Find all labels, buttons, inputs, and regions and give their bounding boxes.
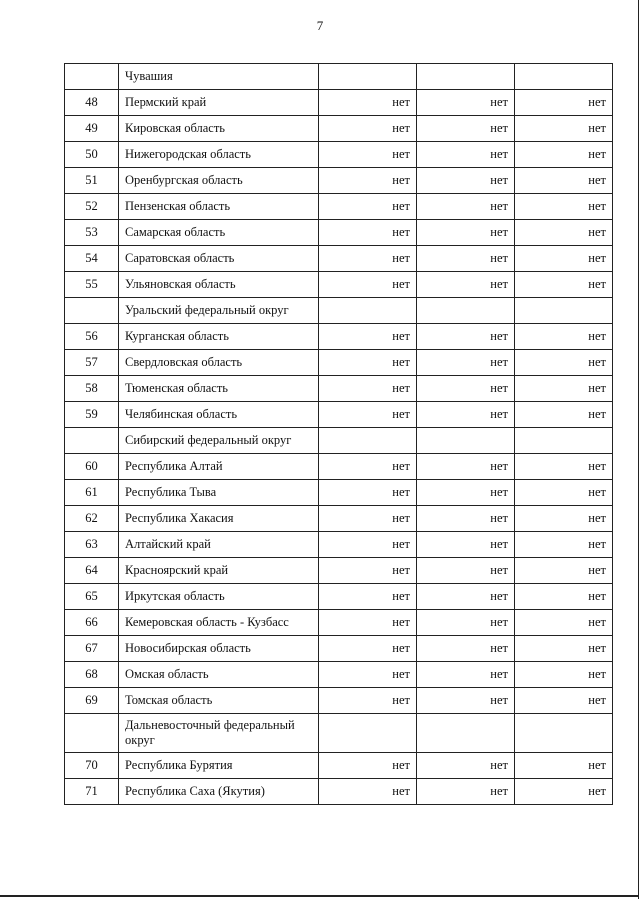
- value-cell-2: нет: [417, 558, 515, 584]
- value-cell-2: нет: [417, 376, 515, 402]
- value-cell-3: нет: [515, 194, 613, 220]
- table-row: [65, 558, 613, 584]
- row-number-cell: 64: [65, 558, 119, 584]
- row-number-cell: [65, 428, 119, 454]
- value-cell-3: нет: [515, 350, 613, 376]
- row-number-cell: 66: [65, 610, 119, 636]
- value-cell-3: [515, 428, 613, 454]
- region-name-cell: Республика Тыва: [119, 480, 319, 506]
- value-cell-3: нет: [515, 532, 613, 558]
- value-cell-1: нет: [319, 558, 417, 584]
- row-number-cell: 48: [65, 90, 119, 116]
- region-name-cell: Томская область: [119, 688, 319, 714]
- table-row: [65, 662, 613, 688]
- value-cell-1: нет: [319, 779, 417, 805]
- row-number-cell: 68: [65, 662, 119, 688]
- table-row: [65, 532, 613, 558]
- value-cell-3: нет: [515, 558, 613, 584]
- value-cell-1: нет: [319, 662, 417, 688]
- region-name-cell: Иркутская область: [119, 584, 319, 610]
- value-cell-3: нет: [515, 753, 613, 779]
- value-cell-1: нет: [319, 506, 417, 532]
- regions-table-body: [65, 64, 613, 805]
- regions-table: [64, 63, 613, 805]
- value-cell-1: нет: [319, 753, 417, 779]
- value-cell-3: [515, 714, 613, 753]
- table-group-row: [65, 428, 613, 454]
- value-cell-3: нет: [515, 506, 613, 532]
- region-name-cell: Республика Алтай: [119, 454, 319, 480]
- row-number-cell: 52: [65, 194, 119, 220]
- value-cell-1: нет: [319, 142, 417, 168]
- table-row: [65, 376, 613, 402]
- value-cell-2: нет: [417, 168, 515, 194]
- row-number-cell: 54: [65, 246, 119, 272]
- table-row: [65, 480, 613, 506]
- table-row: [65, 90, 613, 116]
- value-cell-1: нет: [319, 480, 417, 506]
- table-row: [65, 220, 613, 246]
- value-cell-3: нет: [515, 116, 613, 142]
- row-number-cell: 59: [65, 402, 119, 428]
- value-cell-3: нет: [515, 142, 613, 168]
- value-cell-3: нет: [515, 246, 613, 272]
- row-number-cell: 63: [65, 532, 119, 558]
- value-cell-2: нет: [417, 480, 515, 506]
- region-name-cell: Пензенская область: [119, 194, 319, 220]
- value-cell-2: нет: [417, 532, 515, 558]
- table-row: [65, 753, 613, 779]
- value-cell-1: [319, 428, 417, 454]
- value-cell-3: нет: [515, 220, 613, 246]
- table-row: [65, 64, 613, 90]
- value-cell-1: нет: [319, 584, 417, 610]
- value-cell-1: нет: [319, 246, 417, 272]
- value-cell-3: нет: [515, 168, 613, 194]
- value-cell-2: нет: [417, 194, 515, 220]
- value-cell-3: нет: [515, 779, 613, 805]
- value-cell-1: нет: [319, 272, 417, 298]
- page-number: 7: [316, 18, 324, 33]
- value-cell-2: [417, 428, 515, 454]
- value-cell-2: нет: [417, 90, 515, 116]
- value-cell-2: [417, 714, 515, 753]
- value-cell-1: нет: [319, 376, 417, 402]
- value-cell-1: нет: [319, 324, 417, 350]
- federal-district-cell: Уральский федеральный округ: [119, 298, 319, 324]
- row-number-cell: 50: [65, 142, 119, 168]
- region-name-cell: Новосибирская область: [119, 636, 319, 662]
- table-row: [65, 116, 613, 142]
- row-number-cell: 49: [65, 116, 119, 142]
- row-number-cell: [65, 298, 119, 324]
- value-cell-3: нет: [515, 402, 613, 428]
- value-cell-1: нет: [319, 636, 417, 662]
- value-cell-2: нет: [417, 506, 515, 532]
- value-cell-2: нет: [417, 584, 515, 610]
- value-cell-2: нет: [417, 402, 515, 428]
- region-name-cell: Саратовская область: [119, 246, 319, 272]
- value-cell-2: нет: [417, 272, 515, 298]
- table-row: [65, 272, 613, 298]
- value-cell-2: нет: [417, 116, 515, 142]
- region-name-cell: Свердловская область: [119, 350, 319, 376]
- value-cell-2: [417, 64, 515, 90]
- region-name-cell: Самарская область: [119, 220, 319, 246]
- region-name-cell: Нижегородская область: [119, 142, 319, 168]
- value-cell-3: нет: [515, 610, 613, 636]
- table-row: [65, 350, 613, 376]
- value-cell-1: нет: [319, 688, 417, 714]
- table-row: [65, 142, 613, 168]
- value-cell-2: нет: [417, 636, 515, 662]
- row-number-cell: 58: [65, 376, 119, 402]
- value-cell-1: [319, 714, 417, 753]
- row-number-cell: 67: [65, 636, 119, 662]
- row-number-cell: 62: [65, 506, 119, 532]
- table-row: [65, 779, 613, 805]
- value-cell-3: нет: [515, 662, 613, 688]
- region-name-cell: Курганская область: [119, 324, 319, 350]
- row-number-cell: 60: [65, 454, 119, 480]
- region-name-cell: Ульяновская область: [119, 272, 319, 298]
- value-cell-1: нет: [319, 454, 417, 480]
- row-number-cell: 55: [65, 272, 119, 298]
- table-row: [65, 168, 613, 194]
- table-row: [65, 246, 613, 272]
- region-name-cell: Республика Хакасия: [119, 506, 319, 532]
- region-name-cell: Омская область: [119, 662, 319, 688]
- table-row: [65, 324, 613, 350]
- region-name-cell: Чувашия: [119, 64, 319, 90]
- region-name-cell: Республика Саха (Якутия): [119, 779, 319, 805]
- value-cell-3: [515, 298, 613, 324]
- row-number-cell: 71: [65, 779, 119, 805]
- table-row: [65, 506, 613, 532]
- page-border-right: [638, 0, 639, 899]
- value-cell-3: нет: [515, 636, 613, 662]
- value-cell-1: нет: [319, 402, 417, 428]
- table-row: [65, 454, 613, 480]
- value-cell-1: нет: [319, 220, 417, 246]
- value-cell-1: нет: [319, 350, 417, 376]
- row-number-cell: 61: [65, 480, 119, 506]
- region-name-cell: Кировская область: [119, 116, 319, 142]
- region-name-cell: Челябинская область: [119, 402, 319, 428]
- table-row: [65, 584, 613, 610]
- row-number-cell: [65, 714, 119, 753]
- row-number-cell: [65, 64, 119, 90]
- value-cell-1: нет: [319, 194, 417, 220]
- value-cell-2: нет: [417, 142, 515, 168]
- region-name-cell: Республика Бурятия: [119, 753, 319, 779]
- value-cell-3: [515, 64, 613, 90]
- value-cell-2: [417, 298, 515, 324]
- value-cell-1: нет: [319, 610, 417, 636]
- value-cell-2: нет: [417, 610, 515, 636]
- table-group-row: [65, 714, 613, 753]
- table-row: [65, 402, 613, 428]
- row-number-cell: 51: [65, 168, 119, 194]
- value-cell-3: нет: [515, 454, 613, 480]
- value-cell-3: нет: [515, 480, 613, 506]
- value-cell-3: нет: [515, 90, 613, 116]
- table-row: [65, 688, 613, 714]
- value-cell-3: нет: [515, 376, 613, 402]
- value-cell-2: нет: [417, 454, 515, 480]
- region-name-cell: Кемеровская область - Кузбасс: [119, 610, 319, 636]
- row-number-cell: 65: [65, 584, 119, 610]
- region-name-cell: Тюменская область: [119, 376, 319, 402]
- value-cell-2: нет: [417, 246, 515, 272]
- table-row: [65, 194, 613, 220]
- value-cell-2: нет: [417, 779, 515, 805]
- value-cell-3: нет: [515, 688, 613, 714]
- value-cell-3: нет: [515, 584, 613, 610]
- value-cell-1: нет: [319, 90, 417, 116]
- value-cell-2: нет: [417, 662, 515, 688]
- federal-district-cell: Дальневосточный федеральный округ: [119, 714, 319, 753]
- value-cell-1: нет: [319, 168, 417, 194]
- row-number-cell: 53: [65, 220, 119, 246]
- value-cell-2: нет: [417, 220, 515, 246]
- row-number-cell: 69: [65, 688, 119, 714]
- table-row: [65, 610, 613, 636]
- value-cell-2: нет: [417, 688, 515, 714]
- value-cell-3: нет: [515, 272, 613, 298]
- federal-district-cell: Сибирский федеральный округ: [119, 428, 319, 454]
- page-border-bottom: [0, 895, 639, 897]
- table-row: [65, 636, 613, 662]
- region-name-cell: Алтайский край: [119, 532, 319, 558]
- region-name-cell: Оренбургская область: [119, 168, 319, 194]
- region-name-cell: Красноярский край: [119, 558, 319, 584]
- value-cell-1: нет: [319, 532, 417, 558]
- region-name-cell: Пермский край: [119, 90, 319, 116]
- row-number-cell: 57: [65, 350, 119, 376]
- value-cell-1: [319, 64, 417, 90]
- value-cell-2: нет: [417, 753, 515, 779]
- value-cell-2: нет: [417, 350, 515, 376]
- value-cell-1: нет: [319, 116, 417, 142]
- value-cell-3: нет: [515, 324, 613, 350]
- value-cell-2: нет: [417, 324, 515, 350]
- row-number-cell: 70: [65, 753, 119, 779]
- table-group-row: [65, 298, 613, 324]
- value-cell-1: [319, 298, 417, 324]
- row-number-cell: 56: [65, 324, 119, 350]
